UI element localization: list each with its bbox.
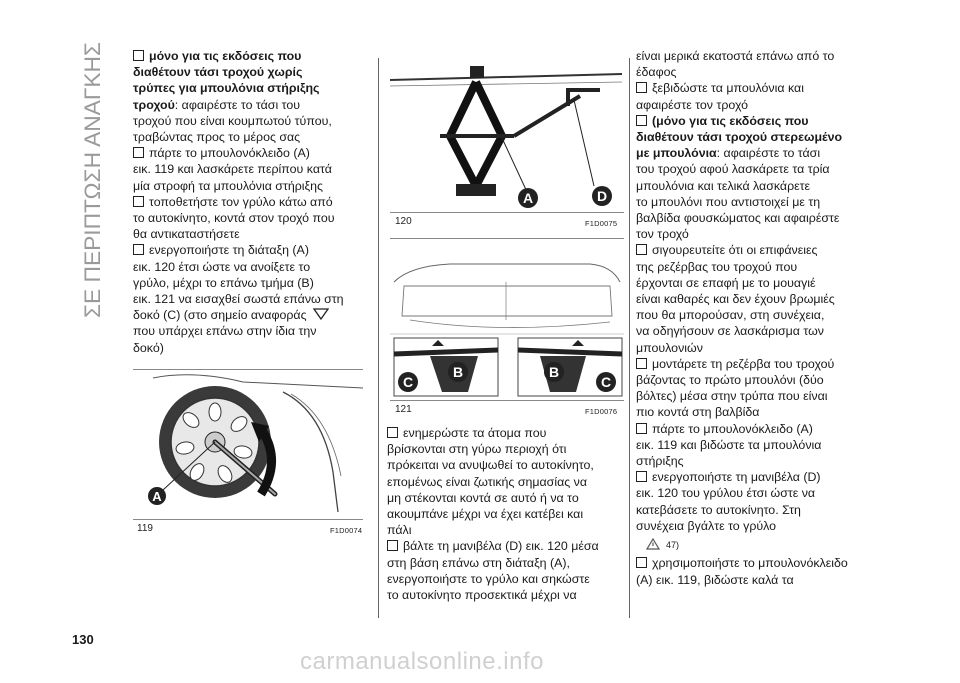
text-line: που θα μπορούσαν, στη συνέχεια, — [636, 308, 825, 323]
paragraph: μόνο για τις εκδόσεις που — [133, 48, 371, 64]
text-line: έρχονται σε επαφή με το μουαγιέ — [636, 275, 816, 290]
figure-top-rule — [390, 238, 624, 239]
text-line: κατεβάσετε το αυτοκίνητο. Στη — [636, 502, 801, 517]
text-line: βάζοντας το πρώτο μπουλόνι (δύο — [636, 373, 824, 388]
text-line: αφαιρέστε τον τροχό — [636, 97, 749, 112]
checkbox-bullet-icon — [133, 244, 144, 255]
figure-code: F1D0074 — [330, 526, 363, 535]
figure-121-jack-points — [390, 242, 624, 400]
text-line: γρύλο, μέχρι το επάνω τμήμα (B) — [133, 275, 314, 290]
text-line: μία στροφή τα μπουλόνια στήριξης — [133, 178, 323, 193]
checkbox-bullet-icon — [387, 540, 398, 551]
section-title-text: ΣΕ ΠΕΡΙΠΤΩΣΗ ΑΝΑΓΚΗΣ — [80, 50, 105, 318]
callout-a: A — [152, 489, 162, 504]
figure-bottom-rule — [133, 519, 363, 520]
text-line: τροχού: αφαιρέστε το τάσι του — [133, 97, 301, 112]
text-line: ενεργοποιήστε τη μανιβέλα (D) — [636, 469, 876, 485]
page-number: 130 — [72, 632, 94, 647]
text-line: επομένως είναι ζωτικής σημασίας να — [387, 474, 588, 489]
checkbox-bullet-icon — [636, 557, 647, 568]
text-line: να οδηγήσουν σε λασκάρισμα των — [636, 324, 824, 339]
text-line: μπουλονιών — [636, 340, 703, 355]
figure-top-rule — [133, 369, 363, 370]
text-line: πάρτε το μπουλονόκλειδο (A) — [636, 421, 876, 437]
column-divider — [629, 58, 630, 618]
text-line: τραβώντας προς το μέρος σας — [133, 130, 301, 145]
figure-number: 119 — [137, 523, 153, 534]
text-line: στήριξης — [636, 454, 684, 469]
checkbox-bullet-icon — [636, 115, 647, 126]
text-line: τρύπες για μπουλόνια στήριξης — [133, 81, 320, 96]
text-line: πρόκειται να ανυψωθεί το αυτοκίνητο, — [387, 458, 594, 473]
text-line: βαλβίδα φουσκώματος και αφαιρέστε — [636, 211, 840, 226]
text-line: είναι καθαρές και δεν έχουν βρωμιές — [636, 292, 835, 307]
callout-a: A — [522, 190, 534, 206]
text-line: εικ. 119 και λασκάρετε περίπου κατά — [133, 162, 332, 177]
text-line: ενεργοποιήστε τη διάταξη (A) — [133, 242, 371, 258]
figure-120-jack — [390, 56, 622, 214]
text-line: ενεργοποιήστε το γρύλο και σηκώστε — [387, 571, 590, 586]
text-line: εικ. 120 του γρύλου έτσι ώστε να — [636, 486, 816, 501]
text-line: τροχού που είναι κουμπωτού τύπου, — [133, 113, 332, 128]
figure-number: 121 — [395, 404, 412, 415]
text-line: δοκό) — [133, 340, 164, 355]
text-line: πιο κοντά στη βαλβίδα — [636, 405, 760, 420]
text-line: δοκό (C) (στο σημείο αναφοράς — [133, 307, 371, 323]
text-line: εικ. 119 και βιδώστε τα μπουλόνια — [636, 437, 822, 452]
checkbox-bullet-icon — [636, 471, 647, 482]
warning-triangle-icon — [646, 538, 660, 550]
text-line: μπουλόνια και τελικά λασκάρετε — [636, 178, 811, 193]
checkbox-bullet-icon — [133, 50, 144, 61]
text-line: της ρεζέρβας του τροχού που — [636, 259, 798, 274]
figure-bottom-rule — [390, 400, 624, 401]
text-line: εικ. 120 έτσι ώστε να ανοίξετε το — [133, 259, 311, 274]
text-line: έδαφος — [636, 65, 677, 80]
text-line: με μπουλόνια: αφαιρέστε το τάσι — [636, 146, 821, 161]
text-line: ενημερώστε τα άτομα που — [387, 425, 625, 441]
text-line: μη στέκονται κοντά σε αυτό ή να το — [387, 490, 579, 505]
text-line: (μόνο για τις εκδόσεις που — [636, 113, 876, 129]
text-line: στη βάση επάνω στη διάταξη (A), — [387, 555, 570, 570]
text-line: τοποθετήστε τον γρύλο κάτω από — [133, 194, 371, 210]
checkbox-bullet-icon — [636, 244, 647, 255]
text-line: διαθέτουν τάσι τροχού χωρίς — [133, 65, 303, 80]
callout-b: B — [452, 364, 464, 380]
figure-number: 120 — [395, 216, 412, 227]
column-3 — [636, 48, 876, 588]
column-1 — [133, 48, 371, 356]
checkbox-bullet-icon — [133, 196, 144, 207]
checkbox-bullet-icon — [133, 147, 144, 158]
figure-code: F1D0075 — [585, 219, 618, 228]
text-line: ακουμπάνε μέχρι να έχει κατέβει και — [387, 507, 584, 522]
text-line: είναι μερικά εκατοστά επάνω από το — [636, 49, 835, 63]
text-line: ξεβιδώστε τα μπουλόνια και — [636, 80, 876, 96]
checkbox-bullet-icon — [387, 427, 398, 438]
text-line: το αυτοκίνητο, κοντά στον τροχό που — [133, 211, 335, 226]
text-line: το μπουλόνι που αντιστοιχεί με τη — [636, 194, 821, 209]
text-line: το αυτοκίνητο προσεκτικά μέχρι να — [387, 588, 577, 603]
figure-bottom-rule — [390, 212, 624, 213]
text-line: βόλτες) μέσα στην τρύπα που είναι — [636, 389, 828, 404]
warning-note — [646, 536, 876, 553]
text-line: που υπάρχει επάνω στην ίδια την — [133, 324, 317, 339]
text-line: πάλι — [387, 523, 412, 538]
text-line: βάλτε τη μανιβέλα (D) εικ. 120 μέσα — [387, 538, 625, 554]
text-line: θα αντικαταστήσετε — [133, 227, 240, 242]
text-line: διαθέτουν τάσι τροχού στερεωμένο — [636, 130, 843, 145]
text-line: βρίσκονται στη γύρω περιοχή ότι — [387, 442, 567, 457]
figure-119-wheel-wrench — [133, 372, 365, 517]
text-line: μοντάρετε τη ρεζέρβα του τροχού — [636, 356, 876, 372]
note-reference: 47) — [666, 540, 680, 551]
callout-d: D — [596, 188, 608, 204]
checkbox-bullet-icon — [636, 82, 647, 93]
column-divider — [378, 58, 379, 618]
callout-c: C — [600, 374, 612, 390]
callout-c: C — [402, 374, 414, 390]
text-line: συνέχεια βγάλτε το γρύλο — [636, 518, 777, 533]
checkbox-bullet-icon — [636, 358, 647, 369]
text-line: σιγουρευτείτε ότι οι επιφάνειες — [636, 242, 876, 258]
reference-mark-icon — [313, 308, 329, 320]
column-2 — [387, 425, 625, 603]
watermark: carmanualsonline.info — [300, 648, 544, 675]
section-title — [78, 40, 108, 320]
text-line: (A) εικ. 119, βιδώστε καλά τα — [636, 572, 794, 587]
figure-code: F1D0076 — [585, 407, 618, 416]
text-line: τον τροχό — [636, 227, 689, 242]
text-line: του τροχού αφού λασκάρετε τα τρία — [636, 162, 830, 177]
text-line: πάρτε το μπουλονόκλειδο (A) — [133, 145, 371, 161]
text-line: χρησιμοποιήστε το μπουλονόκλειδο — [636, 555, 876, 571]
callout-b: B — [548, 364, 560, 380]
text-line: εικ. 121 να εισαχθεί σωστά επάνω στη — [133, 292, 344, 307]
checkbox-bullet-icon — [636, 423, 647, 434]
